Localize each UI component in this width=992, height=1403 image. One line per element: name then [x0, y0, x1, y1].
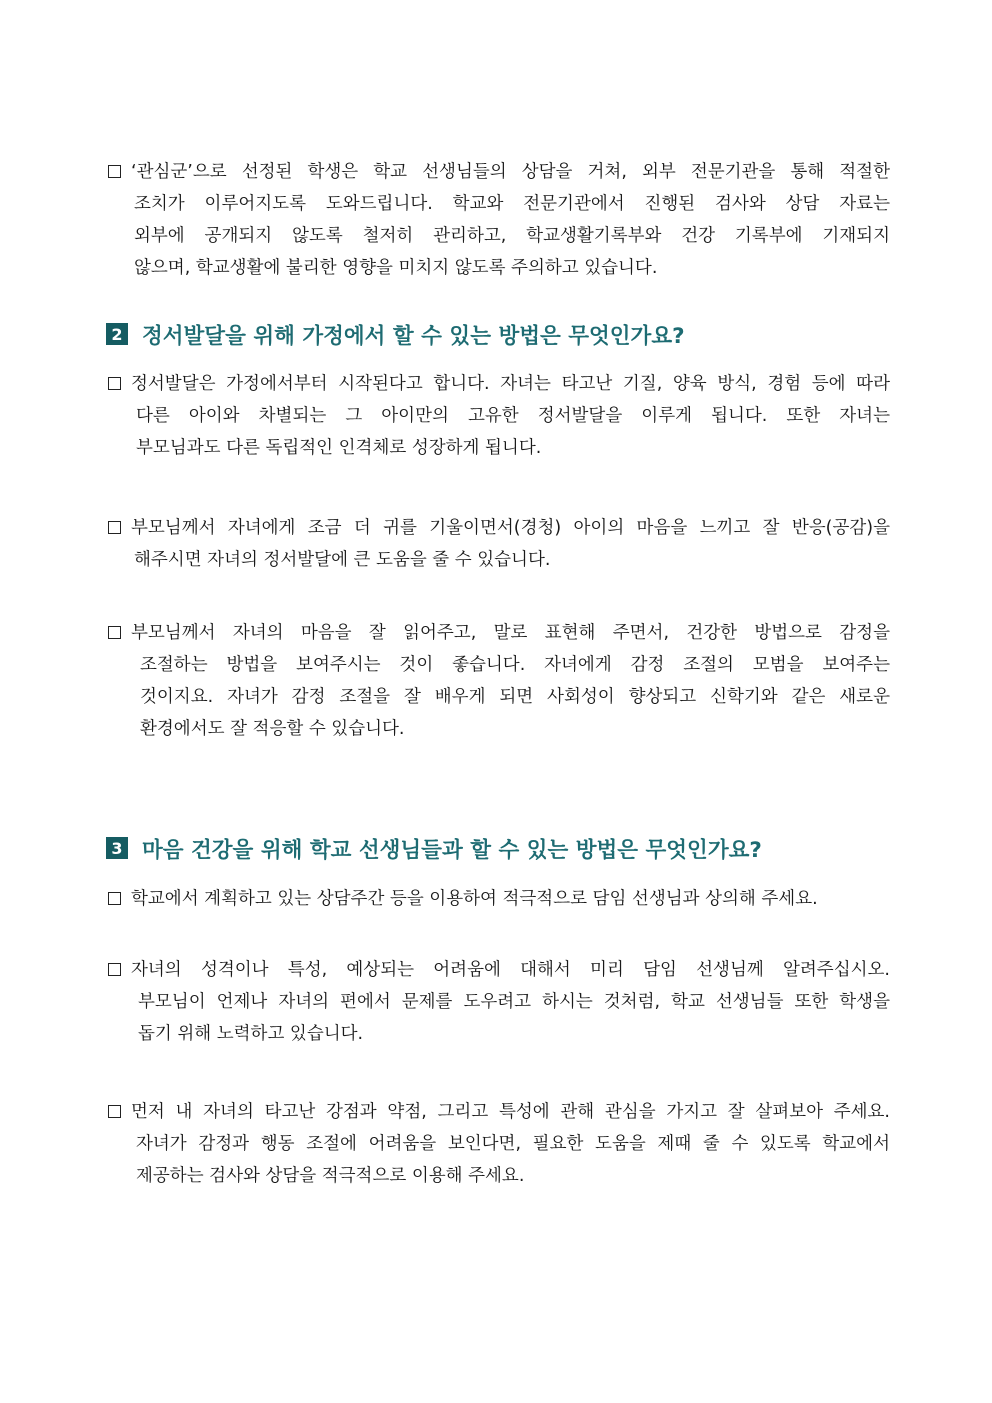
paragraph-line: 조치가 이루어지도록 도와드립니다. 학교와 전문기관에서 진행된 검사와 상담 자료는 — [134, 194, 890, 214]
paragraph-line: 외부에 공개되지 않도록 철저히 관리하고, 학교생활기록부와 건강 기록부에 기재되지 — [134, 226, 890, 246]
paragraph-line: 해주시면 자녀의 정서발달에 큰 도움을 줄 수 있습니다. — [134, 550, 551, 570]
paragraph-line: 않으며, 학교생활에 불리한 영향을 미치지 않도록 주의하고 있습니다. — [134, 258, 658, 278]
paragraph-line: 조절하는 방법을 보여주시는 것이 좋습니다. 자녀에게 감정 조절의 모범을 보여주는 — [140, 655, 890, 675]
section-3-heading — [106, 830, 762, 866]
paragraph-selected-students — [108, 156, 890, 284]
paragraph-line: 것이지요. 자녀가 감정 조절을 잘 배우게 되면 사회성이 향상되고 신학기와 같은 새로운 — [140, 687, 890, 707]
paragraph-inform-teacher — [108, 954, 890, 1050]
section-title: 마음 건강을 위해 학교 선생님들과 할 수 있는 방법은 무엇인가요? — [142, 837, 762, 863]
section-number-badge: 3 — [106, 837, 128, 859]
paragraph-emotion-regulation — [108, 617, 890, 745]
paragraph-line: 부모님께서 자녀에게 조금 더 귀를 기울이면서(경청) 아이의 마음을 느끼고 잘 반응(공감)을 — [108, 512, 890, 544]
checkbox-square-icon — [108, 963, 121, 976]
paragraph-counseling-week — [108, 883, 890, 915]
section-2-heading — [106, 316, 685, 352]
paragraph-emotional-development — [108, 368, 890, 464]
checkbox-square-icon — [108, 892, 121, 905]
checkbox-square-icon — [108, 165, 121, 178]
checkbox-square-icon — [108, 377, 121, 390]
paragraph-line: 환경에서도 잘 적응할 수 있습니다. — [140, 719, 405, 739]
paragraph-line: 부모님이 언제나 자녀의 편에서 문제를 도우려고 하시는 것처럼, 학교 선생님들 또한 학생을 — [138, 992, 890, 1012]
paragraph-line: 다른 아이와 차별되는 그 아이만의 고유한 정서발달을 이루게 됩니다. 또한 자녀는 — [136, 406, 890, 426]
paragraph-line: 부모님과도 다른 독립적인 인격체로 성장하게 됩니다. — [136, 438, 542, 458]
paragraph-observe-child — [108, 1096, 890, 1192]
paragraph-line: 학교에서 계획하고 있는 상담주간 등을 이용하여 적극적으로 담임 선생님과 상의해 주세요. — [108, 883, 890, 915]
paragraph-line: 돕기 위해 노력하고 있습니다. — [138, 1024, 364, 1044]
checkbox-square-icon — [108, 626, 121, 639]
checkbox-square-icon — [108, 521, 121, 534]
checkbox-square-icon — [108, 1105, 121, 1118]
section-number-badge: 2 — [106, 323, 128, 345]
paragraph-line: 제공하는 검사와 상담을 적극적으로 이용해 주세요. — [136, 1166, 525, 1186]
paragraph-listening — [108, 512, 890, 576]
paragraph-line: 정서발달은 가정에서부터 시작된다고 합니다. 자녀는 타고난 기질, 양육 방식, 경험 등에 따라 — [108, 368, 890, 400]
paragraph-line: 자녀가 감정과 행동 조절에 어려움을 보인다면, 필요한 도움을 제때 줄 수 있도록 학교에서 — [136, 1134, 890, 1154]
paragraph-line: 자녀의 성격이나 특성, 예상되는 어려움에 대해서 미리 담임 선생님께 알려주십시오. — [108, 954, 890, 986]
paragraph-line: ‘관심군’으로 선정된 학생은 학교 선생님들의 상담을 거쳐, 외부 전문기관을 통해 적절한 — [108, 156, 890, 188]
paragraph-line: 부모님께서 자녀의 마음을 잘 읽어주고, 말로 표현해 주면서, 건강한 방법으로 감정을 — [108, 617, 890, 649]
paragraph-line: 먼저 내 자녀의 타고난 강점과 약점, 그리고 특성에 관해 관심을 가지고 잘 살펴보아 주세요. — [108, 1096, 890, 1128]
section-title: 정서발달을 위해 가정에서 할 수 있는 방법은 무엇인가요? — [142, 323, 685, 349]
